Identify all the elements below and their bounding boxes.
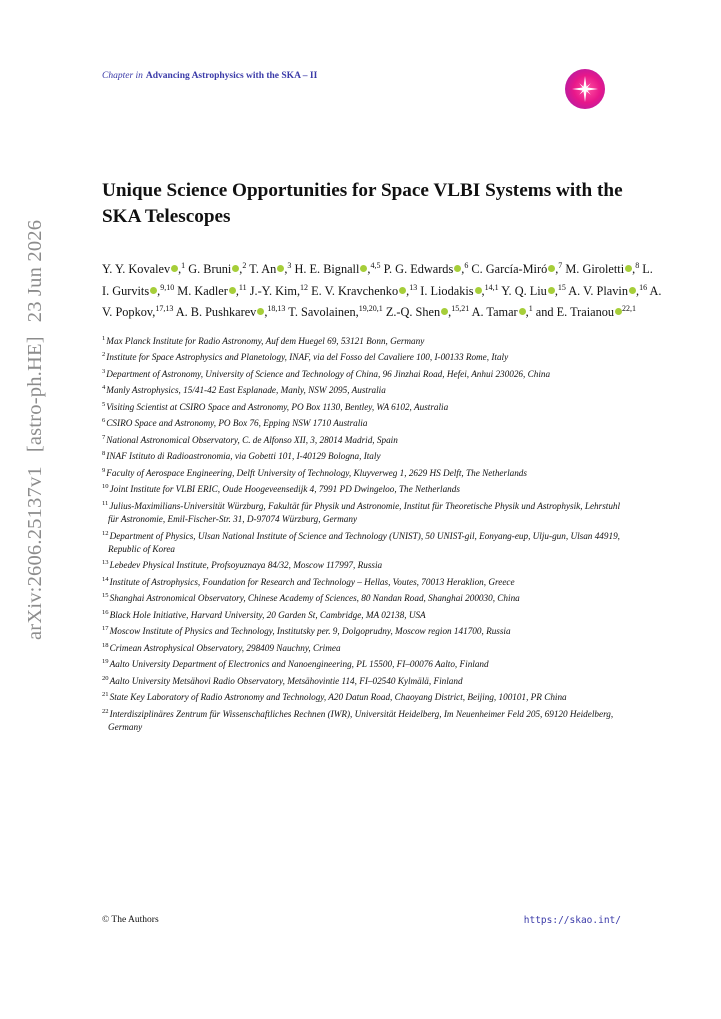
affiliation xyxy=(102,480,632,496)
affiliation-number: 7 xyxy=(102,433,106,441)
orcid-icon[interactable] xyxy=(232,265,239,272)
orcid-icon[interactable] xyxy=(548,287,555,294)
affiliation-text: Max Planck Institute for Radio Astronomy, Auf dem Huegel 69, 53121 Bonn, Germany xyxy=(106,336,425,347)
affiliation-text: Department of Physics, Ulsan National Institute of Science and Technology (UNIST), 50 UNIST-gil, Eonyang-eup, Ulju-gun, Ulsan 44919, Republic of Korea xyxy=(108,530,620,555)
affiliation-text: Visiting Scientist at CSIRO Space and Astronomy, PO Box 1130, Bentley, WA 6102, Australia xyxy=(106,401,449,412)
affiliation-text: Joint Institute for VLBI ERIC, Oude Hoogeveensedijk 4, 7991 PD Dwingeloo, The Netherlands xyxy=(109,484,460,495)
affiliation xyxy=(102,688,632,704)
affiliation-text: Faculty of Aerospace Engineering, Delft University of Technology, Kluyverweg 1, 2629 HS Delft, The Netherlands xyxy=(106,467,527,478)
author: M. Giroletti ,$^8$ xyxy=(565,261,640,277)
author-affiliation-ref: 15 xyxy=(557,282,566,292)
author-name: A. V. Popkov xyxy=(102,283,662,320)
orcid-icon[interactable] xyxy=(360,265,367,272)
affiliation xyxy=(102,497,632,527)
author-name: C. García-Miró xyxy=(471,262,548,277)
author-name: H. E. Bignall xyxy=(294,262,360,277)
author: T. An ,$^3$ xyxy=(249,261,292,277)
orcid-icon[interactable] xyxy=(629,287,636,294)
affiliation-number: 11 xyxy=(102,499,109,507)
orcid-icon[interactable] xyxy=(625,265,632,272)
affiliation-number: 1 xyxy=(102,335,106,342)
author: Z.-Q. Shen ,$^{15,21}$ xyxy=(385,304,470,320)
orcid-icon[interactable] xyxy=(615,308,622,315)
orcid-icon[interactable] xyxy=(519,308,526,315)
author-name: L. I. Gurvits xyxy=(102,262,653,298)
affiliation-number: 16 xyxy=(102,608,109,616)
author-name: I. Liodakis xyxy=(420,283,474,298)
author-affiliation-ref: 1 xyxy=(528,304,533,313)
footer-url[interactable]: https://skao.int/ xyxy=(523,915,621,926)
affiliation-text: Moscow Institute of Physics and Technology, Institutsky per. 9, Dolgoprudny, Moscow region 141700, Russia xyxy=(109,626,511,637)
author-affiliation-ref: 7 xyxy=(558,261,563,270)
author: L. I. Gurvits ,$^{9,10}$ xyxy=(102,262,653,298)
affiliation-number: 3 xyxy=(102,367,106,375)
orcid-icon[interactable] xyxy=(399,287,406,294)
affiliation-number: 4 xyxy=(102,384,106,392)
author-affiliation-ref: 6 xyxy=(464,261,469,270)
author-name: G. Bruni xyxy=(188,262,232,277)
author-affiliation-ref: 4,5 xyxy=(370,261,381,270)
affiliation xyxy=(102,655,632,671)
affiliation-text: Institute for Space Astrophysics and Planetology, INAF, via del Fosso del Cavaliere 100, I-00133 Rome, Italy xyxy=(106,352,509,363)
affiliation-number: 9 xyxy=(102,466,106,474)
ska-star-logo xyxy=(565,69,605,109)
orcid-icon[interactable] xyxy=(229,287,236,294)
orcid-icon[interactable] xyxy=(277,265,284,272)
author: H. E. Bignall ,$^{4,5}$ xyxy=(294,261,381,277)
book-title[interactable]: Advancing Astrophysics with the SKA – II xyxy=(145,71,318,81)
affiliation-number: 17 xyxy=(102,625,109,633)
author: A. V. Plavin ,$^{16}$ xyxy=(568,282,648,298)
affiliation-text: INAF Istituto di Radioastronomia, via Gobetti 101, I-40129 Bologna, Italy xyxy=(106,451,381,462)
affiliation-text: Aalto University Metsähovi Radio Observatory, Metsähovintie 114, FI–02540 Kylmälä, Finland xyxy=(109,675,463,686)
author-affiliation-ref: 12 xyxy=(300,282,309,292)
star-icon xyxy=(565,69,605,109)
author-affiliation-ref: 3 xyxy=(287,261,292,270)
author: J.-Y. Kim,$^{12}$ xyxy=(249,282,309,298)
author-affiliation-ref: 13 xyxy=(409,282,418,292)
author-name: Y. Q. Liu xyxy=(501,283,547,298)
author-name: E. V. Kravchenko xyxy=(311,283,399,298)
affiliation xyxy=(102,589,632,605)
copyright: © The Authors xyxy=(102,915,159,925)
affiliation-number: 12 xyxy=(102,529,109,537)
author: Y. Q. Liu ,$^{15}$ xyxy=(501,282,566,298)
author-affiliation-ref: 19,20,1 xyxy=(358,304,383,313)
author: A. B. Pushkarev ,$^{18,13}$ xyxy=(175,304,286,320)
affiliation xyxy=(102,606,632,622)
author-name: M. Giroletti xyxy=(565,262,625,277)
affiliation-number: 20 xyxy=(102,674,109,682)
affiliation xyxy=(102,431,632,447)
author: Y. Y. Kovalev ,$^1$ xyxy=(102,261,186,277)
affiliation xyxy=(102,464,632,480)
author-name: Y. Y. Kovalev xyxy=(102,262,171,277)
affiliation-number: 8 xyxy=(102,450,106,458)
arxiv-date: 23 Jun 2026 xyxy=(24,219,46,323)
author-name: J.-Y. Kim xyxy=(249,283,297,298)
affiliation-number: 15 xyxy=(102,592,109,600)
affiliation xyxy=(102,381,632,397)
affiliation xyxy=(102,447,632,463)
affiliation-text: Julius-Maximilians-Universität Würzburg, Fakultät für Physik und Astronomie, Institut für Theoretische Physik und Astrophysik, Lehrstuhl für Astronomie, Emil-Fischer-Str. 31, D-97074 Würzburg, Germany xyxy=(108,500,621,525)
orcid-icon[interactable] xyxy=(257,308,264,315)
affiliation xyxy=(102,348,632,364)
author: I. Liodakis ,$^{14,1}$ xyxy=(420,282,499,298)
affiliation-text: Institute of Astrophysics, Foundation for Research and Technology – Hellas, Voutes, 70013 Heraklion, Greece xyxy=(109,576,515,587)
affiliation xyxy=(102,573,632,589)
author: G. Bruni ,$^2$ xyxy=(188,261,247,277)
affiliation-number: 6 xyxy=(102,417,106,425)
affiliation-number: 10 xyxy=(102,483,109,491)
arxiv-category: [astro-ph.HE] xyxy=(24,336,46,453)
affiliation-text: Interdisziplinäres Zentrum für Wissenschaftliches Rechnen (IWR), Universität Heidelberg, Im Neuenheimer Feld 205, 69120 Heidelberg, Germany xyxy=(108,708,614,733)
affiliation-text: Lebedev Physical Institute, Profsoyuznaya 84/32, Moscow 117997, Russia xyxy=(109,560,383,571)
author xyxy=(557,305,636,319)
affiliation xyxy=(102,527,632,557)
orcid-icon[interactable] xyxy=(150,287,157,294)
affiliation xyxy=(102,556,632,572)
author-affiliation-ref: 8 xyxy=(635,261,640,270)
paper-title: Unique Science Opportunities for Space VLBI Systems with the SKA Telescopes xyxy=(102,180,623,227)
affiliation-number: 2 xyxy=(102,351,106,359)
author-affiliation-ref: 1 xyxy=(181,261,186,270)
author: C. García-Miró ,$^7$ xyxy=(471,261,563,277)
author: A. V. Popkov,$^{17,13}$ xyxy=(102,283,662,320)
affiliation-text: Aalto University Department of Electronics and Nanoengineering, PL 15500, FI–00076 Aalto, Finland xyxy=(109,659,489,670)
author-name: A. V. Plavin xyxy=(568,283,628,298)
author-affiliation-ref: 17,13 xyxy=(155,304,174,313)
affiliation xyxy=(102,672,632,688)
author-list: Y. Y. Kovalev ,$^1$ G. Bruni ,$^2$ T. An ,$^3$ H. E. Bignall ,$^{4,5}$ P. G. Edwards ,$^6$ C. García-Miró ,$^7$ M. Giroletti ,$^8$ L. I. Gurvits ,$^{9,10}$ M. Kadler ,$^{11}$ J.-Y. Kim,$^{12}$ E. V. Kravchenko ,$^{13}$ I. Liodakis ,$^{14,1}$ Y. Q. Liu ,$^{15}$ A. V. Plavin ,$^{16}$ A. V. Popkov,$^{17,13}$ A. B. Pushkarev ,$^{18,13}$ T. Savolainen,$^{19,20,1}$ Z.-Q. Shen ,$^{15,21}$ A. Tamar ,$^1$ and E. Traianou $^{22,1}$ xyxy=(102,261,662,320)
affiliation xyxy=(102,414,632,430)
affiliation-text: CSIRO Space and Astronomy, PO Box 76, Epping NSW 1710 Australia xyxy=(106,418,368,429)
affiliation xyxy=(102,398,632,414)
affiliation-text: State Key Laboratory of Radio Astronomy and Technology, A20 Datun Road, Chaoyang District, Beijing, 100101, PR China xyxy=(109,692,567,703)
affiliation-text: Crimean Astrophysical Observatory, 298409 Nauchny, Crimea xyxy=(109,642,341,653)
author-name: T. An xyxy=(249,262,277,277)
affiliation xyxy=(102,639,632,655)
author-affiliation-ref: 2 xyxy=(242,261,247,270)
affiliation xyxy=(102,332,632,348)
arxiv-id: arXiv:2606.25137v1 xyxy=(24,466,46,640)
orcid-icon[interactable] xyxy=(475,287,482,294)
orcid-icon[interactable] xyxy=(454,265,461,272)
author-affiliation-ref: 11 xyxy=(238,282,247,292)
arxiv-stamp xyxy=(24,219,47,640)
author: P. G. Edwards ,$^6$ xyxy=(383,261,469,277)
chapter-prefix: Chapter in xyxy=(102,71,143,81)
author: M. Kadler ,$^{11}$ xyxy=(177,282,247,298)
author-name: M. Kadler xyxy=(177,283,228,298)
author-name: A. B. Pushkarev xyxy=(175,305,257,320)
affiliation xyxy=(102,622,632,638)
author-affiliation-ref: 15,21 xyxy=(451,304,470,313)
author: T. Savolainen,$^{19,20,1}$ xyxy=(288,304,383,320)
author-name: Z.-Q. Shen xyxy=(385,305,441,320)
affiliation-text: Shanghai Astronomical Observatory, Chinese Academy of Sciences, 80 Nandan Road, Shanghai 200030, China xyxy=(109,593,520,604)
author-affiliation-ref: 16 xyxy=(639,282,648,292)
affiliation-number: 14 xyxy=(102,575,109,583)
orcid-icon[interactable] xyxy=(171,265,178,272)
author-name: A. Tamar xyxy=(471,305,518,320)
author-name: P. G. Edwards xyxy=(383,262,454,277)
author-name: T. Savolainen xyxy=(288,305,356,320)
affiliation-number: 22 xyxy=(102,707,109,715)
affiliation-text: National Astronomical Observatory, C. de Alfonso XII, 3, 28014 Madrid, Spain xyxy=(106,434,398,445)
author-affiliation-ref: 9,10 xyxy=(160,282,175,292)
orcid-icon[interactable] xyxy=(548,265,555,272)
author-affiliation-ref: 22,1 xyxy=(622,304,637,313)
affiliation xyxy=(102,705,632,735)
affiliation-text: Black Hole Initiative, Harvard University, 20 Garden St, Cambridge, MA 02138, USA xyxy=(109,609,426,620)
affiliation-text: Manly Astrophysics, 15/41-42 East Esplanade, Manly, NSW 2095, Australia xyxy=(106,385,386,396)
affiliation-list xyxy=(102,332,632,735)
author-affiliation-ref: 14,1 xyxy=(484,282,499,292)
author-affiliation-ref: 18,13 xyxy=(267,304,286,313)
affiliation-number: 13 xyxy=(102,559,109,567)
author: E. V. Kravchenko ,$^{13}$ xyxy=(311,282,418,298)
affiliation-number: 5 xyxy=(102,400,106,408)
chapter-header xyxy=(102,71,317,81)
affiliation-number: 21 xyxy=(102,691,109,699)
affiliation xyxy=(102,365,632,381)
author: A. Tamar ,$^1$ xyxy=(471,304,533,320)
author-name: E. Traianou xyxy=(556,305,615,320)
orcid-icon[interactable] xyxy=(441,308,448,315)
affiliation-text: Department of Astronomy, University of Science and Technology of China, 96 Jinzhai Road, Hefei, Anhui 230026, China xyxy=(106,369,551,379)
affiliation-number: 19 xyxy=(102,658,109,666)
affiliation-number: 18 xyxy=(102,641,109,649)
